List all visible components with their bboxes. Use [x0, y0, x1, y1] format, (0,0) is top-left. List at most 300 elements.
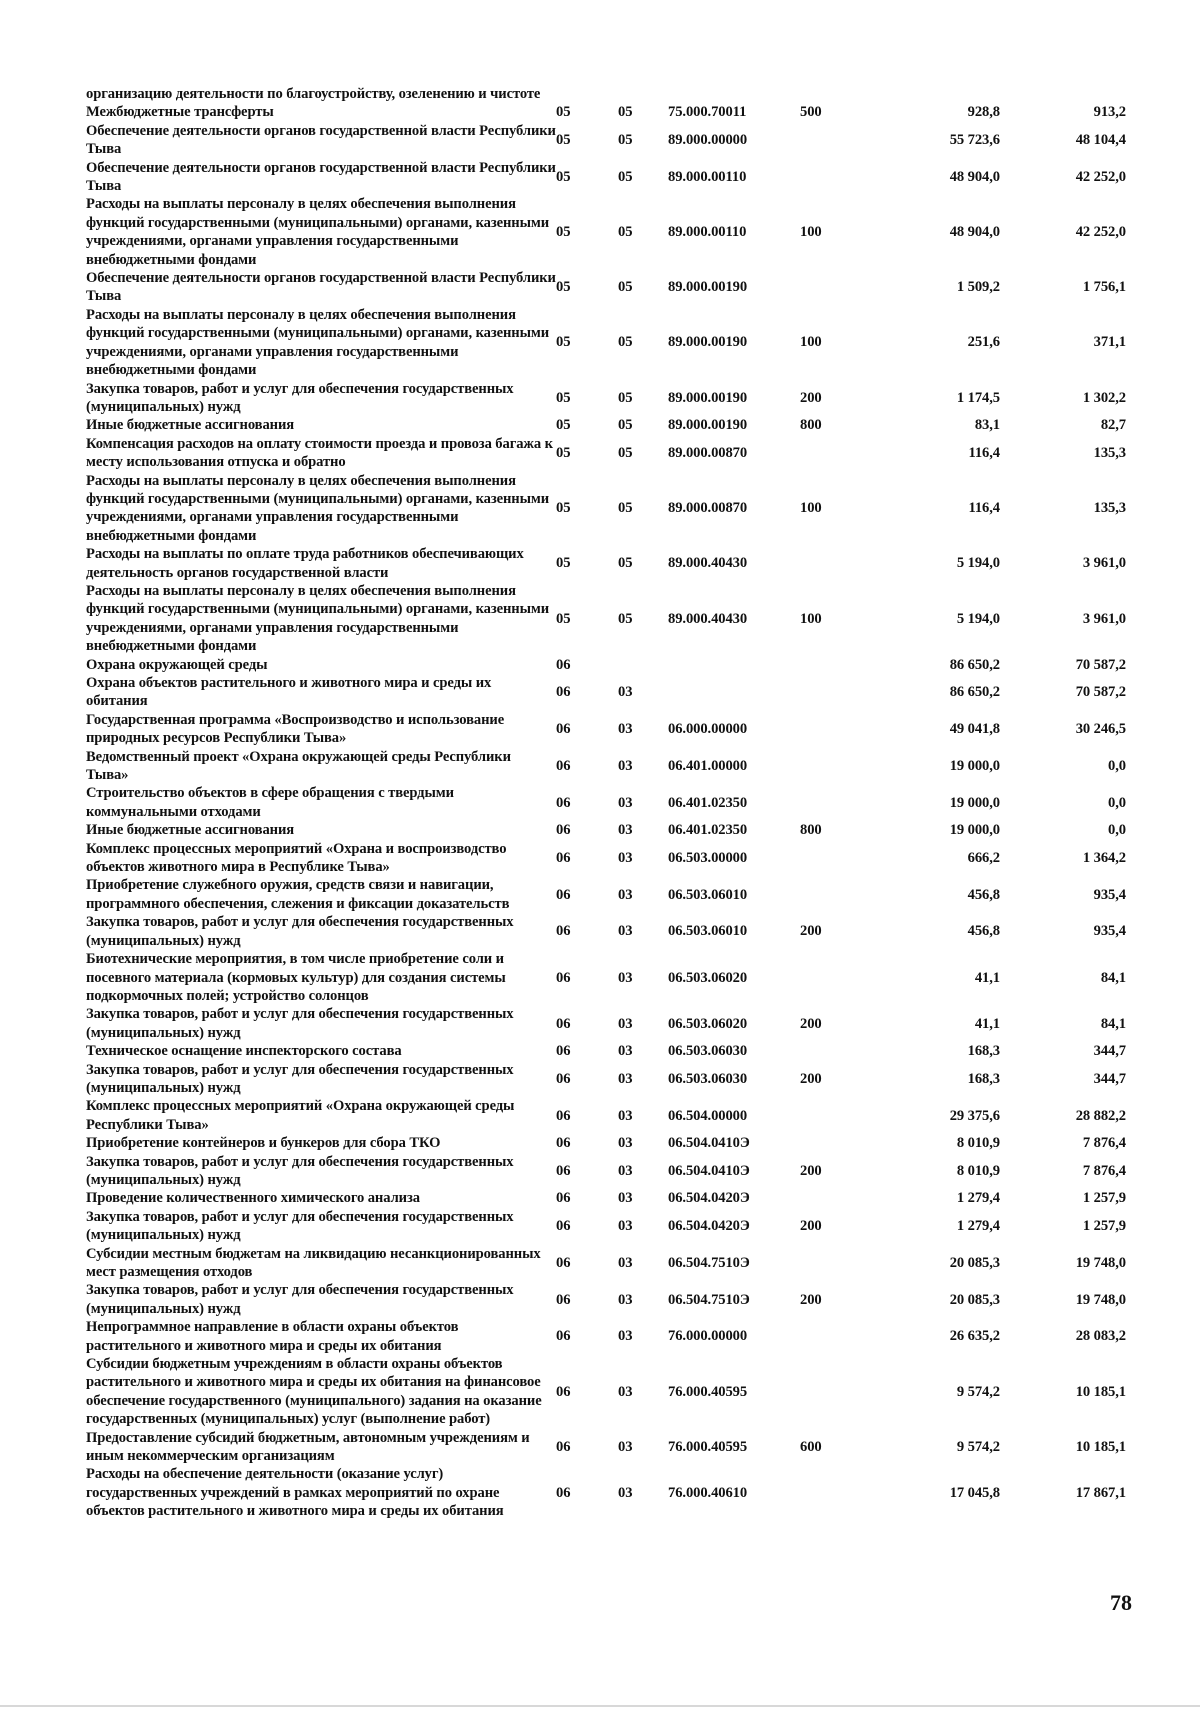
row-amount-year-1: 9 574,2	[956, 1438, 1000, 1455]
row-expense-type	[800, 1189, 880, 1207]
row-amount-year-1: 456,8	[967, 886, 1000, 903]
row-subsection-code: 03	[618, 822, 633, 839]
row-subsection-code: 05	[618, 224, 633, 241]
row-name: Расходы на выплаты персоналу в целях обеспечения выполнения функций государственными (муниципальными) органами, казенными учреждениями, органами управления государственными внебюджетными фондами	[86, 472, 550, 544]
row-section-code: 06	[556, 1162, 571, 1179]
row-section-code: 06	[556, 757, 571, 774]
row-expense-type	[800, 711, 880, 748]
row-target-article: 06.401.00000	[668, 757, 748, 774]
row-section-code: 06	[556, 849, 571, 866]
row-amount-year-2: 42 252,0	[1075, 224, 1126, 241]
row-subsection-code: 05	[618, 389, 633, 406]
row-expense-type	[800, 876, 880, 913]
row-subsection-code: 03	[618, 969, 633, 986]
table-row	[86, 380, 1126, 417]
row-amount-year-1: 116,4	[968, 444, 1000, 461]
page-number: 78	[1110, 1590, 1132, 1615]
row-section-code: 06	[556, 1254, 571, 1271]
row-amount-year-1: 666,2	[967, 849, 1000, 866]
table-row	[86, 950, 1126, 1005]
row-amount-year-2: 0,0	[1108, 757, 1126, 774]
row-name: Комплекс процессных мероприятий «Охрана и воспроизводство объектов животного мира в Республике Тыва»	[86, 840, 507, 876]
row-target-article: 89.000.00110	[668, 168, 747, 185]
row-amount-year-1: 86 650,2	[949, 656, 1000, 673]
row-target-article: 06.504.0410Э	[668, 1135, 750, 1152]
row-amount-year-1: 1 509,2	[956, 279, 1000, 296]
row-expense-type	[800, 656, 880, 674]
row-target-article: 06.504.0420Э	[668, 1190, 750, 1207]
row-amount-year-2: 19 748,0	[1075, 1291, 1126, 1308]
table-row	[86, 306, 1126, 380]
row-expense-type	[800, 784, 880, 821]
table-row	[86, 269, 1126, 306]
row-target-article: 89.000.00190	[668, 334, 748, 351]
row-section-code	[556, 85, 618, 103]
row-target-article: 89.000.00870	[668, 444, 748, 461]
table-row	[86, 159, 1126, 196]
row-subsection-code: 03	[618, 1254, 633, 1271]
row-amount-year-2: 1 257,9	[1082, 1190, 1126, 1207]
row-expense-type: 100	[800, 500, 822, 517]
row-amount-year-2: 135,3	[1093, 444, 1126, 461]
row-subsection-code: 05	[618, 610, 633, 627]
row-target-article: 06.503.06010	[668, 886, 748, 903]
row-subsection-code: 03	[618, 757, 633, 774]
row-subsection-code	[618, 85, 668, 103]
row-subsection-code: 03	[618, 794, 633, 811]
row-expense-type	[800, 1318, 880, 1355]
row-subsection-code: 05	[618, 279, 633, 296]
row-subsection-code: 05	[618, 500, 633, 517]
row-name: Закупка товаров, работ и услуг для обеспечения государственных (муниципальных) нужд	[86, 1282, 514, 1317]
row-amount-year-1: 8 010,9	[956, 1162, 1000, 1179]
row-expense-type	[800, 748, 880, 785]
row-section-code: 05	[556, 389, 571, 406]
row-subsection-code	[618, 656, 668, 674]
row-target-article: 76.000.40610	[668, 1484, 748, 1501]
row-name: Закупка товаров, работ и услуг для обеспечения государственных (муниципальных) нужд	[86, 1061, 514, 1096]
row-subsection-code: 05	[618, 334, 633, 351]
table-row	[86, 876, 1126, 913]
row-amount-year-2: 28 083,2	[1075, 1328, 1126, 1345]
row-amount-year-2: 84,1	[1100, 1015, 1126, 1032]
row-section-code: 05	[556, 610, 571, 627]
row-target-article: 06.504.0410Э	[668, 1162, 750, 1179]
row-name: Проведение количественного химического анализа	[86, 1190, 420, 1207]
table-row	[86, 195, 1126, 269]
row-amount-year-2: 7 876,4	[1082, 1135, 1126, 1152]
table-row	[86, 1189, 1126, 1207]
table-row	[86, 1208, 1126, 1245]
row-subsection-code: 03	[618, 1015, 633, 1032]
table-row	[86, 435, 1126, 472]
table-row	[86, 472, 1126, 546]
row-expense-type	[800, 1245, 880, 1282]
row-expense-type	[800, 545, 880, 582]
row-amount-year-2: 70 587,2	[1075, 684, 1126, 701]
row-subsection-code: 05	[618, 555, 633, 572]
row-amount-year-1: 1 279,4	[956, 1217, 1000, 1234]
row-amount-year-1: 19 000,0	[949, 822, 1000, 839]
row-amount-year-2: 913,2	[1093, 104, 1126, 121]
row-expense-type: 200	[800, 389, 822, 406]
row-amount-year-2: 0,0	[1108, 794, 1126, 811]
table-row	[86, 1281, 1126, 1318]
row-name: Расходы на выплаты персоналу в целях обеспечения выполнения функций государственными (муниципальными) органами, казенными учреждениями, органами управления государственными внебюджетными фондами	[86, 196, 550, 268]
row-target-article: 89.000.00110	[668, 224, 747, 241]
row-expense-type	[800, 1042, 880, 1060]
row-amount-year-1: 251,6	[967, 334, 1000, 351]
row-amount-year-1: 26 635,2	[949, 1328, 1000, 1345]
row-amount-year-1: 1 174,5	[956, 389, 1000, 406]
row-section-code: 05	[556, 279, 571, 296]
row-amount-year-1: 20 085,3	[949, 1254, 1000, 1271]
row-amount-year-2: 48 104,4	[1075, 132, 1126, 149]
row-amount-year-2: 935,4	[1093, 886, 1126, 903]
row-amount-year-2: 82,7	[1100, 417, 1126, 434]
row-target-article	[668, 674, 800, 711]
row-section-code: 06	[556, 721, 571, 738]
row-name: Ведомственный проект «Охрана окружающей среды Республики Тыва»	[86, 748, 511, 784]
row-section-code: 06	[556, 1484, 571, 1501]
table-row	[86, 103, 1126, 121]
row-subsection-code: 03	[618, 923, 633, 940]
row-amount-year-2: 1 302,2	[1082, 389, 1126, 406]
row-target-article: 06.504.00000	[668, 1107, 748, 1124]
table-row	[86, 1429, 1126, 1466]
row-amount-year-2: 17 867,1	[1075, 1484, 1126, 1501]
row-name: Закупка товаров, работ и услуг для обеспечения государственных (муниципальных) нужд	[86, 1208, 514, 1244]
row-amount-year-2: 10 185,1	[1075, 1438, 1126, 1455]
row-subsection-code: 03	[618, 1328, 633, 1345]
row-amount-year-1: 19 000,0	[949, 794, 1000, 811]
row-name: Обеспечение деятельности органов государственной власти Республики Тыва	[86, 159, 556, 195]
row-expense-type	[800, 674, 880, 711]
table-row	[86, 85, 1126, 103]
row-amount-year-2: 28 882,2	[1075, 1107, 1126, 1124]
row-target-article	[668, 656, 800, 674]
table-row	[86, 913, 1126, 950]
row-name: Расходы на выплаты персоналу в целях обеспечения выполнения функций государственными (муниципальными) органами, казенными учреждениями, органами управления государственными внебюджетными фондами	[86, 306, 550, 379]
row-section-code: 06	[556, 1135, 571, 1152]
row-amount-year-2: 344,7	[1093, 1043, 1126, 1060]
table-row	[86, 1153, 1126, 1190]
row-subsection-code: 03	[618, 1043, 633, 1060]
row-name: Обеспечение деятельности органов государственной власти Республики Тыва	[86, 122, 556, 158]
row-expense-type: 200	[800, 1070, 822, 1087]
table-row	[86, 1245, 1126, 1282]
row-subsection-code: 05	[618, 104, 633, 121]
row-expense-type: 200	[800, 1291, 822, 1308]
row-amount-year-2: 1 364,2	[1082, 849, 1126, 866]
row-subsection-code: 03	[618, 1135, 633, 1152]
row-amount-year-1: 168,3	[967, 1043, 1000, 1060]
row-amount-year-2: 19 748,0	[1075, 1254, 1126, 1271]
row-target-article: 89.000.40430	[668, 610, 748, 627]
row-expense-type	[800, 1097, 880, 1134]
row-amount-year-1: 17 045,8	[949, 1484, 1000, 1501]
table-row	[86, 1061, 1126, 1098]
row-section-code: 06	[556, 1383, 571, 1400]
row-expense-type	[800, 1465, 880, 1520]
row-subsection-code: 05	[618, 417, 633, 434]
row-amount-year-2: 10 185,1	[1075, 1383, 1126, 1400]
row-name: Субсидии местным бюджетам на ликвидацию несанкционированных мест размещения отходов	[86, 1245, 541, 1280]
row-amount-year-2: 371,1	[1093, 334, 1126, 351]
table-row	[86, 656, 1126, 674]
table-row	[86, 1465, 1126, 1520]
row-target-article: 06.503.06020	[668, 1015, 748, 1032]
row-amount-year-2: 135,3	[1093, 500, 1126, 517]
row-subsection-code: 03	[618, 1107, 633, 1124]
row-name: Охрана окружающей среды	[86, 656, 268, 673]
row-section-code: 05	[556, 168, 571, 185]
row-name: Приобретение служебного оружия, средств связи и навигации, программного обеспечения, слежения и фиксации доказательств	[86, 877, 510, 912]
row-subsection-code: 05	[618, 132, 633, 149]
row-section-code: 05	[556, 555, 571, 572]
row-section-code: 06	[556, 684, 571, 701]
row-expense-type: 100	[800, 224, 822, 241]
row-target-article: 06.000.00000	[668, 721, 748, 738]
row-amount-year-1: 86 650,2	[949, 684, 1000, 701]
row-amount-year-2: 42 252,0	[1075, 168, 1126, 185]
row-expense-type	[800, 269, 880, 306]
row-name: Предоставление субсидий бюджетным, автономным учреждениям и иным некоммерческим организациям	[86, 1429, 530, 1465]
row-expense-type	[800, 1355, 880, 1429]
row-section-code: 06	[556, 1043, 571, 1060]
row-expense-type: 200	[800, 923, 822, 940]
row-target-article: 06.503.00000	[668, 849, 748, 866]
row-expense-type: 100	[800, 610, 822, 627]
row-target-article: 76.000.00000	[668, 1328, 748, 1345]
row-subsection-code: 03	[618, 886, 633, 903]
row-section-code: 06	[556, 1328, 571, 1345]
row-amount-year-1: 19 000,0	[949, 757, 1000, 774]
row-amount-year-1: 456,8	[967, 923, 1000, 940]
row-expense-type: 100	[800, 334, 822, 351]
row-amount-year-2: 1 257,9	[1082, 1217, 1126, 1234]
page-bottom-edge	[0, 1705, 1200, 1707]
row-target-article: 06.503.06030	[668, 1043, 748, 1060]
row-expense-type	[800, 840, 880, 877]
row-expense-type: 500	[800, 104, 822, 121]
row-name: Иные бюджетные ассигнования	[86, 822, 295, 839]
row-amount-year-1: 55 723,6	[949, 132, 1000, 149]
table-row	[86, 784, 1126, 821]
row-amount-year-1: 20 085,3	[949, 1291, 1000, 1308]
row-target-article: 89.000.40430	[668, 555, 748, 572]
row-expense-type: 200	[800, 1162, 822, 1179]
row-name: Расходы на выплаты по оплате труда работников обеспечивающих деятельность органов государственной власти	[86, 546, 524, 581]
row-expense-type	[800, 435, 880, 472]
row-target-article: 89.000.00870	[668, 500, 748, 517]
row-amount-year-1: 83,1	[974, 417, 1000, 434]
row-target-article: 06.503.06020	[668, 969, 748, 986]
row-expense-type	[800, 950, 880, 1005]
row-expense-type: 200	[800, 1217, 822, 1234]
row-section-code: 06	[556, 1190, 571, 1207]
table-row	[86, 1318, 1126, 1355]
table-row	[86, 821, 1126, 839]
row-target-article: 06.504.7510Э	[668, 1254, 750, 1271]
row-subsection-code: 03	[618, 1484, 633, 1501]
row-section-code: 06	[556, 656, 571, 673]
row-amount-year-1: 168,3	[967, 1070, 1000, 1087]
row-name: Иные бюджетные ассигнования	[86, 417, 295, 434]
row-subsection-code: 03	[618, 1383, 633, 1400]
row-name: Строительство объектов в сфере обращения с твердыми коммунальными отходами	[86, 785, 454, 820]
table-row	[86, 1042, 1126, 1060]
row-name: Комплекс процессных мероприятий «Охрана окружающей среды Республики Тыва»	[86, 1098, 515, 1133]
row-amount-year-2: 3 961,0	[1082, 610, 1126, 627]
row-target-article: 06.401.02350	[668, 794, 748, 811]
table-row	[86, 122, 1126, 159]
row-name: Приобретение контейнеров и бункеров для сбора ТКО	[86, 1135, 441, 1152]
row-expense-type	[800, 159, 880, 196]
row-target-article	[668, 85, 800, 103]
row-section-code: 06	[556, 1070, 571, 1087]
row-name: Государственная программа «Воспроизводство и использование природных ресурсов Республики Тыва»	[86, 711, 505, 747]
row-amount-year-1: 41,1	[974, 1015, 1000, 1032]
budget-table	[86, 85, 1126, 1521]
table-row	[86, 840, 1126, 877]
row-section-code: 06	[556, 1107, 571, 1124]
row-name: Закупка товаров, работ и услуг для обеспечения государственных (муниципальных) нужд	[86, 380, 514, 415]
row-amount-year-2	[1000, 85, 1126, 103]
row-amount-year-1: 48 904,0	[949, 168, 1000, 185]
row-amount-year-1: 928,8	[967, 104, 1000, 121]
row-target-article: 76.000.40595	[668, 1383, 748, 1400]
budget-table-body	[86, 85, 1126, 1521]
table-row	[86, 674, 1126, 711]
row-amount-year-2: 1 756,1	[1082, 279, 1126, 296]
row-section-code: 06	[556, 923, 571, 940]
row-target-article: 06.503.06030	[668, 1070, 748, 1087]
row-name: Закупка товаров, работ и услуг для обеспечения государственных (муниципальных) нужд	[86, 1153, 514, 1188]
row-section-code: 06	[556, 1291, 571, 1308]
row-expense-type	[800, 85, 880, 103]
row-subsection-code: 05	[618, 444, 633, 461]
row-target-article: 75.000.70011	[668, 104, 747, 121]
row-subsection-code: 03	[618, 1217, 633, 1234]
row-target-article: 06.504.0420Э	[668, 1217, 750, 1234]
row-target-article: 89.000.00190	[668, 389, 748, 406]
row-name: Расходы на выплаты персоналу в целях обеспечения выполнения функций государственными (муниципальными) органами, казенными учреждениями, органами управления государственными внебюджетными фондами	[86, 582, 550, 655]
row-subsection-code: 03	[618, 684, 633, 701]
row-amount-year-1: 5 194,0	[956, 610, 1000, 627]
row-name: Техническое оснащение инспекторского состава	[86, 1043, 402, 1060]
row-section-code: 06	[556, 1438, 571, 1455]
row-amount-year-1: 116,4	[968, 500, 1000, 517]
row-amount-year-2: 3 961,0	[1082, 555, 1126, 572]
row-section-code: 06	[556, 794, 571, 811]
row-subsection-code: 03	[618, 721, 633, 738]
row-subsection-code: 03	[618, 1190, 633, 1207]
row-name: Охрана объектов растительного и животного мира и среды их обитания	[86, 675, 492, 710]
row-expense-type: 600	[800, 1438, 822, 1455]
table-row	[86, 416, 1126, 434]
row-amount-year-1: 1 279,4	[956, 1190, 1000, 1207]
row-amount-year-1: 48 904,0	[949, 224, 1000, 241]
row-subsection-code: 03	[618, 1162, 633, 1179]
row-section-code: 05	[556, 224, 571, 241]
row-name: Биотехнические мероприятия, в том числе приобретение соли и посевного материала (кормовых культур) для создания системы подкормочных полей; устройство солонцов	[86, 951, 506, 1004]
row-section-code: 05	[556, 334, 571, 351]
row-section-code: 06	[556, 822, 571, 839]
row-section-code: 06	[556, 969, 571, 986]
row-name: Закупка товаров, работ и услуг для обеспечения государственных (муниципальных) нужд	[86, 1006, 514, 1041]
row-name: Межбюджетные трансферты	[86, 104, 274, 121]
row-name: Непрограммное направление в области охраны объектов растительного и животного мира и среды их обитания	[86, 1319, 459, 1354]
row-section-code: 06	[556, 1217, 571, 1234]
row-amount-year-1: 8 010,9	[956, 1135, 1000, 1152]
row-target-article: 06.503.06010	[668, 923, 748, 940]
row-subsection-code: 03	[618, 1070, 633, 1087]
row-name: Обеспечение деятельности органов государственной власти Республики Тыва	[86, 270, 556, 305]
row-expense-type: 800	[800, 822, 822, 839]
row-amount-year-1: 41,1	[974, 969, 1000, 986]
row-target-article: 76.000.40595	[668, 1438, 748, 1455]
row-target-article: 06.504.7510Э	[668, 1291, 750, 1308]
row-amount-year-2: 935,4	[1093, 923, 1126, 940]
row-target-article: 06.401.02350	[668, 822, 748, 839]
row-name: Расходы на обеспечение деятельности (оказание услуг) государственных учреждений в рамках мероприятий по охране объектов растительного и животного мира и среды их обитания	[86, 1466, 504, 1520]
row-subsection-code: 05	[618, 168, 633, 185]
row-target-article: 89.000.00190	[668, 279, 748, 296]
table-row	[86, 748, 1126, 785]
row-section-code: 06	[556, 1015, 571, 1032]
row-subsection-code: 03	[618, 849, 633, 866]
table-row	[86, 545, 1126, 582]
row-amount-year-1: 29 375,6	[949, 1107, 1000, 1124]
row-subsection-code: 03	[618, 1291, 633, 1308]
row-amount-year-2: 0,0	[1108, 822, 1126, 839]
row-amount-year-1: 9 574,2	[956, 1383, 1000, 1400]
table-row	[86, 1097, 1126, 1134]
row-amount-year-2: 344,7	[1093, 1070, 1126, 1087]
row-amount-year-1: 49 041,8	[949, 721, 1000, 738]
table-row	[86, 1134, 1126, 1152]
row-section-code: 05	[556, 444, 571, 461]
row-amount-year-1: 5 194,0	[956, 555, 1000, 572]
row-amount-year-2: 30 246,5	[1075, 721, 1126, 738]
row-expense-type	[800, 1134, 880, 1152]
row-section-code: 05	[556, 132, 571, 149]
row-amount-year-2: 70 587,2	[1075, 656, 1126, 673]
row-amount-year-2: 84,1	[1100, 969, 1126, 986]
row-section-code: 05	[556, 104, 571, 121]
row-amount-year-2: 7 876,4	[1082, 1162, 1126, 1179]
table-row	[86, 1005, 1126, 1042]
row-target-article: 89.000.00190	[668, 417, 748, 434]
row-name: Закупка товаров, работ и услуг для обеспечения государственных (муниципальных) нужд	[86, 914, 514, 949]
row-target-article: 89.000.00000	[668, 132, 748, 149]
row-amount-year-1	[880, 85, 1000, 103]
row-expense-type	[800, 122, 880, 159]
row-subsection-code: 03	[618, 1438, 633, 1455]
table-row	[86, 711, 1126, 748]
row-section-code: 06	[556, 886, 571, 903]
table-row	[86, 1355, 1126, 1429]
row-name: Субсидии бюджетным учреждениям в области охраны объектов растительного и животного мира и среды их обитания на финансовое обеспечение государственного (муниципального) задания на оказание государственных (муниципальных) услуг (выполнение работ)	[86, 1356, 542, 1428]
table-row	[86, 582, 1126, 656]
row-section-code: 05	[556, 417, 571, 434]
row-expense-type: 200	[800, 1015, 822, 1032]
row-expense-type: 800	[800, 417, 822, 434]
row-name: организацию деятельности по благоустройству, озеленению и чистоте	[86, 86, 541, 102]
row-name: Компенсация расходов на оплату стоимости проезда и провоза багажа к месту использования отпуска и обратно	[86, 435, 553, 471]
row-section-code: 05	[556, 500, 571, 517]
